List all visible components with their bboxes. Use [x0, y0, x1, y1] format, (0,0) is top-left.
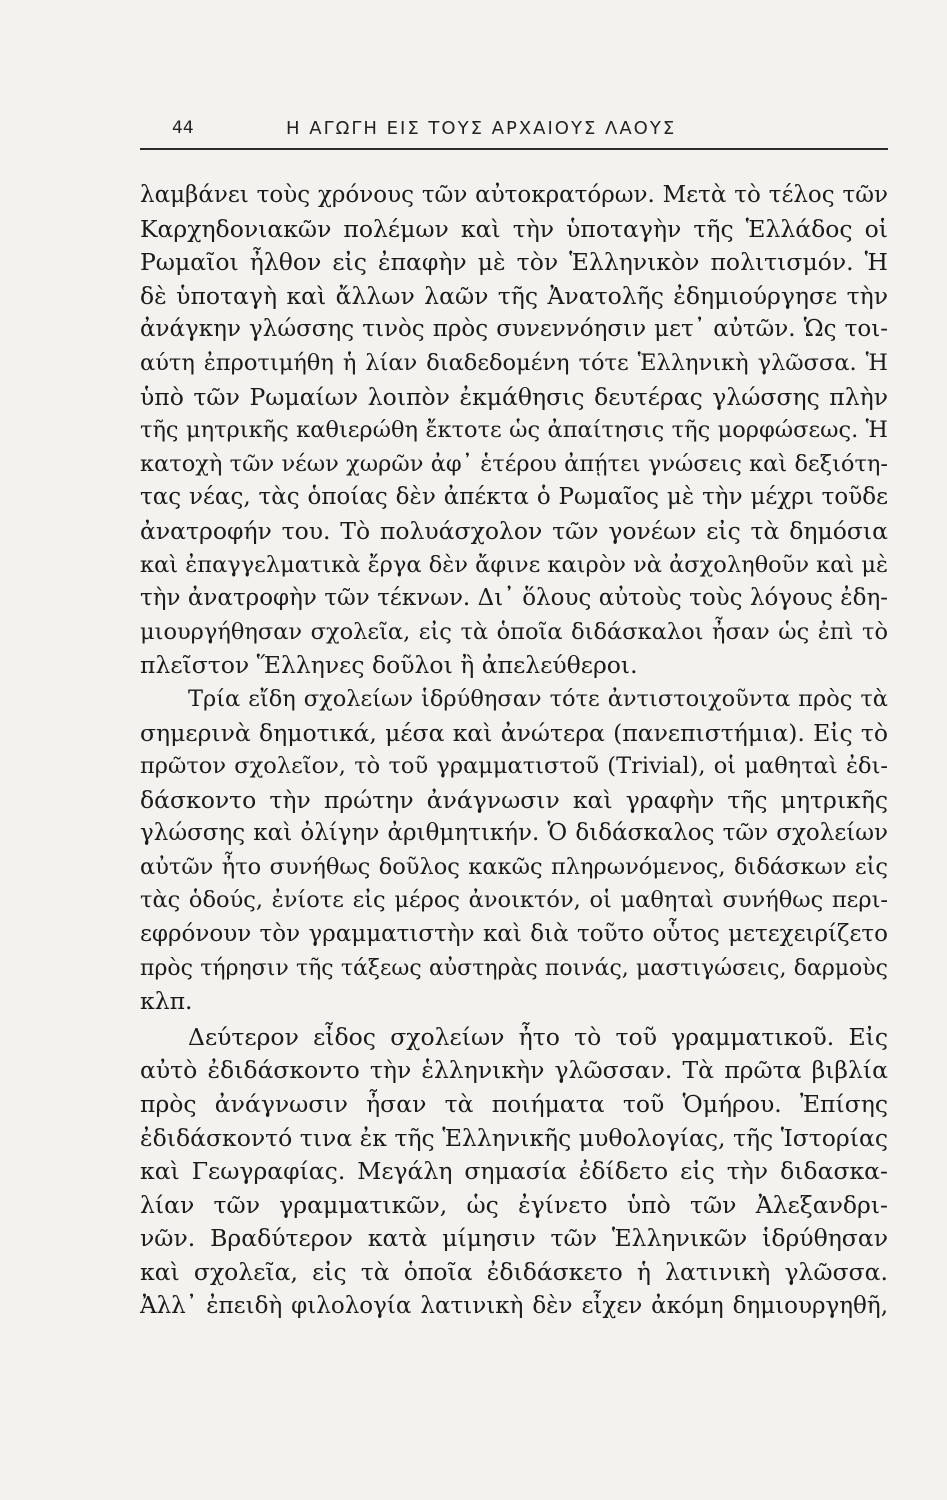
paragraph-end-line: πλεῖστον Ἕλληνες δοῦλοι ἢ ἀπελεύθεροι. — [140, 651, 638, 680]
text-line: καὶ Γεωγραφίας. Μεγάλη σημασία ἐδίδετο εἰς τὴν διδασκα- — [140, 1157, 888, 1186]
paragraph-start-line: Τρία εἴδη σχολείων ἱδρύθησαν τότε ἀντιστοιχοῦντα πρὸς τὰ — [188, 685, 888, 712]
text-line: γλώσσης καὶ ὀλίγην ἀριθμητικήν. Ὁ διδάσκαλος τῶν σχολείων — [140, 820, 888, 847]
text-line: ὑπὸ τῶν Ρωμαίων λοιπὸν ἐκμάθησις δευτέρας γλώσσης πλὴν — [140, 382, 888, 411]
header-rule — [140, 148, 888, 150]
body-text — [140, 179, 888, 1323]
text-line: μιουργήθησαν σχολεῖα, εἰς τὰ ὁποῖα διδάσκαλοι ἦσαν ὡς ἐπὶ τὸ — [140, 618, 888, 645]
text-line: ἀνατροφήν του. Τὸ πολυάσχολον τῶν γονέων εἰς τὰ δημόσια — [140, 516, 888, 545]
text-line: δὲ ὑποταγὴ καὶ ἄλλων λαῶν τῆς Ἀνατολῆς ἐδημιούργησε τὴν — [140, 281, 888, 310]
text-line: Ρωμαῖοι ἦλθον εἰς ἐπαφὴν μὲ τὸν Ἑλληνικὸν πολιτισμόν. Ἡ — [140, 248, 888, 277]
text-line: ἀνάγκην γλώσσης τινὸς πρὸς συνεννόησιν μετ᾽ αὐτῶν. Ὡς τοι- — [140, 316, 888, 343]
text-line: δάσκοντο τὴν πρώτην ἀνάγνωσιν καὶ γραφὴν τῆς μητρικῆς — [140, 785, 888, 814]
text-line: Καρχηδονιακῶν πολέμων καὶ τὴν ὑποταγὴν τῆς Ἑλλάδος οἱ — [140, 214, 888, 243]
text-line: νῶν. Βραδύτερον κατὰ μίμησιν τῶν Ἑλληνικῶν ἱδρύθησαν — [140, 1224, 888, 1253]
text-line: πρὸς τήρησιν τῆς τάξεως αὐστηρὰς ποινάς, μαστιγώσεις, δαρμοὺς — [140, 955, 888, 981]
text-line: τας νέας, τὰς ὁποίας δὲν ἀπέκτα ὁ Ρωμαῖος μὲ τὴν μέχρι τοῦδε — [140, 484, 888, 511]
text-line: λίαν τῶν γραμματικῶν, ὡς ἐγίνετο ὑπὸ τῶν Ἀλεξανδρι- — [140, 1190, 888, 1219]
text-line: εφρόνουν τὸν γραμματιστὴν καὶ διὰ τοῦτο οὗτος μετεχειρίζετο — [140, 921, 888, 948]
text-line: τὰς ὁδούς, ἐνίοτε εἰς μέρος ἀνοικτόν, οἱ μαθηταὶ συνήθως περι- — [140, 887, 888, 914]
text-line: ἐδιδάσκοντό τινα ἐκ τῆς Ἑλληνικῆς μυθολογίας, τῆς Ἱστορίας — [140, 1123, 888, 1152]
text-line: πρῶτον σχολεῖον, τὸ τοῦ γραμματιστοῦ (Trivial), οἱ μαθηταὶ ἐδι- — [140, 753, 888, 780]
text-line: λαμβάνει τοὺς χρόνους τῶν αὐτοκρατόρων. Μετὰ τὸ τέλος τῶν — [140, 182, 888, 208]
text-line: αύτη ἐπροτιμήθη ἡ λίαν διαδεδομένη τότε Ἑλληνικὴ γλῶσσα. Ἡ — [140, 349, 888, 376]
paragraph-start-line: Δεύτερον εἶδος σχολείων ἦτο τὸ τοῦ γραμματικοῦ. Εἰς — [188, 1022, 888, 1051]
text-line: αὐτὸ ἐδιδάσκοντο τὴν ἑλληνικὴν γλῶσσαν. Τὰ πρῶτα βιβλία — [140, 1056, 888, 1085]
text-line: πρὸς ἀνάγνωσιν ἦσαν τὰ ποιήματα τοῦ Ὁμήρου. Ἐπίσης — [140, 1090, 888, 1119]
page-number: 44 — [172, 118, 194, 138]
text-line: σημερινὰ δημοτικά, μέσα καὶ ἀνώτερα (πανεπιστήμια). Εἰς τὸ — [140, 718, 888, 747]
text-line: αὐτῶν ἦτο συνήθως δοῦλος κακῶς πληρωνόμενος, διδάσκων εἰς — [140, 853, 888, 880]
running-title: Η ΑΓΩΓΗ ΕΙΣ ΤΟΥΣ ΑΡΧΑΙΟΥΣ ΛΑΟΥΣ — [286, 118, 677, 139]
text-line: καὶ σχολεῖα, εἰς τὰ ὁποῖα ἐδιδάσκετο ἡ λατινικὴ γλῶσσα. — [140, 1258, 888, 1286]
paragraph-end-line: κλπ. — [140, 987, 193, 1016]
text-line: κατοχὴ τῶν νέων χωρῶν ἀφ᾽ ἑτέρου ἀπῄτει γνώσεις καὶ δεξιότη- — [140, 450, 888, 477]
text-line: καὶ ἐπαγγελματικὰ ἔργα δὲν ἄφινε καιρὸν νὰ ἀσχοληθοῦν καὶ μὲ — [140, 551, 888, 578]
text-line: τὴν ἀνατροφὴν τῶν τέκνων. Δι᾽ ὅλους αὐτοὺς τοὺς λόγους ἐδη- — [140, 585, 888, 612]
text-line: Ἀλλ᾽ ἐπειδὴ φιλολογία λατινικὴ δὲν εἶχεν ἀκόμη δημιουργηθῆ, — [140, 1292, 888, 1319]
text-line: τῆς μητρικῆς καθιερώθη ἔκτοτε ὡς ἀπαίτησις τῆς μορφώσεως. Ἡ — [140, 417, 888, 444]
